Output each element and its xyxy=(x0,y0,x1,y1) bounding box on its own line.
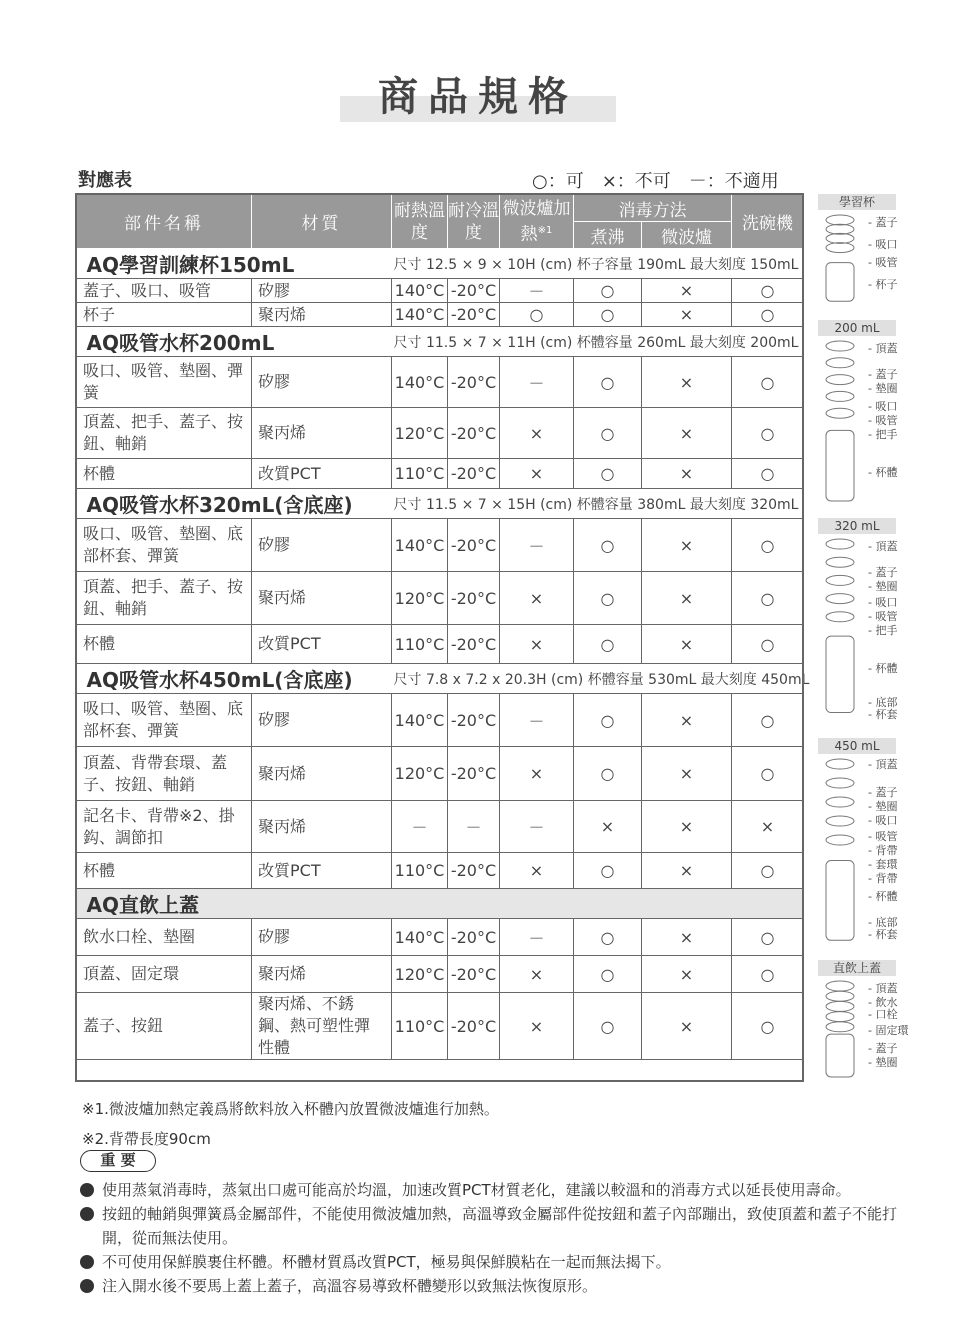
important-list xyxy=(80,1178,900,1298)
microwave-cell: － xyxy=(500,519,574,572)
cold-cell: -20°C xyxy=(448,519,500,572)
cold-cell: -20°C xyxy=(448,572,500,625)
heat-cell: 140°C xyxy=(392,357,448,408)
boil-cell: ○ xyxy=(574,993,642,1060)
section-dimensions: 尺寸 12.5 × 9 × 10H (cm) 杯子容量 190mL 最大刻度 150mL xyxy=(392,249,804,279)
spec-table-body xyxy=(77,249,810,1060)
table-row xyxy=(77,459,804,489)
boil-cell: ○ xyxy=(574,853,642,889)
side-label: - 吸口 xyxy=(868,400,898,413)
micro-disinfect-cell: × xyxy=(642,919,732,956)
header-cold xyxy=(448,195,500,249)
micro-disinfect-cell: × xyxy=(642,408,732,459)
boil-cell: ○ xyxy=(574,303,642,327)
side-label: - 底部 xyxy=(868,696,898,709)
side-label: - 蓋子 xyxy=(868,1042,898,1055)
section-header xyxy=(77,249,804,279)
bullet-3-text: 不可使用保鮮膜裹住杯體。杯體材質爲改質PCT，極易與保鮮膜粘在一起而無法揭下。 xyxy=(102,1253,671,1271)
header-microwave-note: ※1 xyxy=(537,224,553,236)
bullet-3 xyxy=(80,1250,900,1274)
section-dimensions xyxy=(392,889,804,919)
part-cell: 杯體 xyxy=(77,853,252,889)
micro-disinfect-cell: × xyxy=(642,459,732,489)
heat-cell: 140°C xyxy=(392,519,448,572)
section-header xyxy=(77,489,804,519)
important-badge: 重 要 xyxy=(80,1150,156,1172)
cold-cell: -20°C xyxy=(448,747,500,801)
part-cell: 頂蓋、把手、蓋子、按鈕、軸銷 xyxy=(77,572,252,625)
header-boil: 煮沸 xyxy=(574,222,642,249)
side-label: - 頂蓋 xyxy=(868,982,898,995)
side-label: - 套環 xyxy=(868,858,898,871)
part-cell: 杯子 xyxy=(77,303,252,327)
dishwasher-cell: ○ xyxy=(732,357,804,408)
side-label: - 背帶 xyxy=(868,844,898,857)
section-name: AQ吸管水杯450mL(含底座) xyxy=(77,664,392,694)
header-disinfect: 消毒方法 xyxy=(574,195,732,222)
side-label: - 杯套 xyxy=(868,708,898,721)
side-label: - 吸管 xyxy=(868,830,898,843)
table-row xyxy=(77,279,804,303)
table-row xyxy=(77,572,804,625)
microwave-cell: ○ xyxy=(500,303,574,327)
side-header-cup200: 200 mL xyxy=(818,320,896,336)
header-heat-text: 耐熱溫度 xyxy=(394,200,445,243)
section-name: AQ直飲上蓋 xyxy=(77,889,392,919)
boil-cell: ○ xyxy=(574,919,642,956)
table-row xyxy=(77,303,804,327)
cup-diagram-icon xyxy=(818,756,868,946)
microwave-cell: × xyxy=(500,459,574,489)
part-cell: 記名卡、背帶※2、掛鈎、調節扣 xyxy=(77,801,252,853)
dishwasher-cell: ○ xyxy=(732,956,804,993)
bullet-1-text: 使用蒸氣消毒時，蒸氣出口處可能高於均溫，加速改質PCT材質老化，建議以較溫和的消毒方式以延長使用壽命。 xyxy=(102,1181,851,1199)
heat-cell: 120°C xyxy=(392,956,448,993)
side-label: - 墊圈 xyxy=(868,382,898,395)
micro-disinfect-cell: × xyxy=(642,993,732,1060)
header-dishwasher: 洗碗機 xyxy=(732,195,804,249)
header-microwave-text: 微波爐加熱 xyxy=(502,198,571,245)
part-cell: 頂蓋、背帶套環、蓋子、按鈕、軸銷 xyxy=(77,747,252,801)
micro-disinfect-cell: × xyxy=(642,279,732,303)
table-row xyxy=(77,853,804,889)
heat-cell: 110°C xyxy=(392,853,448,889)
microwave-cell: × xyxy=(500,625,574,664)
part-cell: 吸口、吸管、墊圈、底部杯套、彈簧 xyxy=(77,519,252,572)
side-label: - 墊圈 xyxy=(868,800,898,813)
microwave-cell: × xyxy=(500,747,574,801)
microwave-cell: － xyxy=(500,279,574,303)
section-header xyxy=(77,327,804,357)
table-row xyxy=(77,993,804,1060)
header-heat xyxy=(392,195,448,249)
side-label: - 杯體 xyxy=(868,662,898,675)
section-header xyxy=(77,889,804,919)
section-name: AQ吸管水杯200mL xyxy=(77,327,392,357)
material-cell: 聚丙烯 xyxy=(252,801,392,853)
micro-disinfect-cell: × xyxy=(642,357,732,408)
heat-cell: 140°C xyxy=(392,279,448,303)
cold-cell: -20°C xyxy=(448,956,500,993)
material-cell: 改質PCT xyxy=(252,625,392,664)
page-title: 商品規格 xyxy=(378,74,578,120)
side-header-cup150: 學習杯 xyxy=(818,194,896,210)
side-label: - 背帶 xyxy=(868,872,898,885)
boil-cell: ○ xyxy=(574,279,642,303)
microwave-cell: － xyxy=(500,801,574,853)
cold-cell: -20°C xyxy=(448,993,500,1060)
header-material: 材質 xyxy=(252,195,392,249)
boil-cell: ○ xyxy=(574,519,642,572)
micro-disinfect-cell: × xyxy=(642,801,732,853)
cold-cell: -20°C xyxy=(448,303,500,327)
dishwasher-cell: ○ xyxy=(732,459,804,489)
table-row xyxy=(77,408,804,459)
boil-cell: ○ xyxy=(574,956,642,993)
side-label: - 蓋子 xyxy=(868,216,898,229)
side-label: - 杯體 xyxy=(868,890,898,903)
dishwasher-cell: ○ xyxy=(732,408,804,459)
side-label: - 吸口 xyxy=(868,238,898,251)
boil-cell: ○ xyxy=(574,747,642,801)
footnotes xyxy=(82,1094,499,1154)
side-label: - 底部 xyxy=(868,916,898,929)
material-cell: 聚丙烯 xyxy=(252,303,392,327)
micro-disinfect-cell: × xyxy=(642,956,732,993)
part-cell: 杯體 xyxy=(77,459,252,489)
material-cell: 改質PCT xyxy=(252,853,392,889)
microwave-cell: × xyxy=(500,956,574,993)
microwave-cell: × xyxy=(500,853,574,889)
cold-cell: -20°C xyxy=(448,459,500,489)
part-cell: 蓋子、按鈕 xyxy=(77,993,252,1060)
table-row xyxy=(77,956,804,993)
heat-cell: 140°C xyxy=(392,303,448,327)
side-label: - 杯體 xyxy=(868,466,898,479)
dishwasher-cell: ○ xyxy=(732,694,804,747)
table-label: 對應表 xyxy=(78,170,132,191)
material-cell: 矽膠 xyxy=(252,694,392,747)
material-cell: 改質PCT xyxy=(252,459,392,489)
heat-cell: 140°C xyxy=(392,919,448,956)
side-header-cup320: 320 mL xyxy=(818,518,896,534)
header-cold-text: 耐冷溫度 xyxy=(448,200,499,243)
micro-disinfect-cell: × xyxy=(642,519,732,572)
material-cell: 聚丙烯 xyxy=(252,956,392,993)
side-label: - 吸管 xyxy=(868,414,898,427)
heat-cell: 110°C xyxy=(392,459,448,489)
microwave-cell: － xyxy=(500,357,574,408)
side-label: - 杯子 xyxy=(868,278,898,291)
section-dimensions: 尺寸 11.5 × 7 × 15H (cm) 杯體容量 380mL 最大刻度 320mL xyxy=(392,489,804,519)
dishwasher-cell: ○ xyxy=(732,625,804,664)
bullet-4-text: 注入開水後不要馬上蓋上蓋子，高溫容易導致杯體變形以致無法恢復原形。 xyxy=(102,1277,598,1295)
side-label: - 蓋子 xyxy=(868,566,898,579)
cold-cell: -20°C xyxy=(448,357,500,408)
header-microwave xyxy=(500,195,574,249)
dishwasher-cell: ○ xyxy=(732,519,804,572)
side-label: - 墊圈 xyxy=(868,580,898,593)
side-label: - 蓋子 xyxy=(868,368,898,381)
micro-disinfect-cell: × xyxy=(642,303,732,327)
cold-cell: -20°C xyxy=(448,279,500,303)
part-cell: 杯體 xyxy=(77,625,252,664)
side-header-direct: 直飲上蓋 xyxy=(818,960,896,976)
table-row xyxy=(77,747,804,801)
material-cell: 聚丙烯、不銹鋼、熱可塑性彈性體 xyxy=(252,993,392,1060)
bullet-dot-icon xyxy=(80,1207,94,1221)
side-label: - 杯套 xyxy=(868,928,898,941)
side-label: - 飲水 xyxy=(868,996,898,1009)
table-row xyxy=(77,694,804,747)
part-cell: 吸口、吸管、墊圈、彈簧 xyxy=(77,357,252,408)
side-label: - 固定環 xyxy=(868,1024,909,1037)
heat-cell: 120°C xyxy=(392,408,448,459)
boil-cell: ○ xyxy=(574,459,642,489)
side-label: - 吸管 xyxy=(868,610,898,623)
micro-disinfect-cell: × xyxy=(642,625,732,664)
part-cell: 頂蓋、把手、蓋子、按鈕、軸銷 xyxy=(77,408,252,459)
bullet-4 xyxy=(80,1274,900,1298)
side-label: - 把手 xyxy=(868,624,898,637)
table-row xyxy=(77,357,804,408)
heat-cell: 120°C xyxy=(392,572,448,625)
heat-cell: 110°C xyxy=(392,625,448,664)
dishwasher-cell: ○ xyxy=(732,747,804,801)
side-label: - 把手 xyxy=(868,428,898,441)
side-label: - 吸管 xyxy=(868,256,898,269)
page-title-block xyxy=(340,72,616,124)
boil-cell: ○ xyxy=(574,694,642,747)
section-header xyxy=(77,664,804,694)
side-label: - 頂蓋 xyxy=(868,540,898,553)
cold-cell: -20°C xyxy=(448,625,500,664)
boil-cell: × xyxy=(574,801,642,853)
bullet-dot-icon xyxy=(80,1255,94,1269)
side-label: - 頂蓋 xyxy=(868,758,898,771)
side-header-cup450: 450 mL xyxy=(818,738,896,754)
dishwasher-cell: × xyxy=(732,801,804,853)
dishwasher-cell: ○ xyxy=(732,303,804,327)
micro-disinfect-cell: × xyxy=(642,572,732,625)
micro-disinfect-cell: × xyxy=(642,853,732,889)
heat-cell: 110°C xyxy=(392,993,448,1060)
part-cell: 飲水口栓、墊圈 xyxy=(77,919,252,956)
material-cell: 聚丙烯 xyxy=(252,747,392,801)
cup-diagram-icon xyxy=(818,536,868,718)
dishwasher-cell: ○ xyxy=(732,279,804,303)
bullet-dot-icon xyxy=(80,1183,94,1197)
bullet-2 xyxy=(80,1202,900,1250)
microwave-cell: － xyxy=(500,919,574,956)
heat-cell: 120°C xyxy=(392,747,448,801)
header-part: 部件名稱 xyxy=(77,195,252,249)
table-row xyxy=(77,519,804,572)
material-cell: 矽膠 xyxy=(252,279,392,303)
side-label: - 吸口 xyxy=(868,814,898,827)
microwave-cell: － xyxy=(500,694,574,747)
section-name: AQ吸管水杯320mL(含底座) xyxy=(77,489,392,519)
material-cell: 聚丙烯 xyxy=(252,572,392,625)
footnote-1: ※1.微波爐加熱定義爲將飲料放入杯體內放置微波爐進行加熱。 xyxy=(82,1100,499,1118)
footnote-2: ※2.背帶長度90cm xyxy=(82,1130,211,1148)
micro-disinfect-cell: × xyxy=(642,694,732,747)
dishwasher-cell: ○ xyxy=(732,853,804,889)
cold-cell: -20°C xyxy=(448,694,500,747)
boil-cell: ○ xyxy=(574,408,642,459)
part-cell: 頂蓋、固定環 xyxy=(77,956,252,993)
dishwasher-cell: ○ xyxy=(732,572,804,625)
section-dimensions: 尺寸 7.8 x 7.2 x 20.3H (cm) 杯體容量 530mL 最大刻度 450mL xyxy=(392,664,804,694)
cold-cell: -20°C xyxy=(448,408,500,459)
table-row xyxy=(77,919,804,956)
material-cell: 矽膠 xyxy=(252,357,392,408)
cup-diagram-icon xyxy=(818,978,868,1080)
cup-diagram-icon xyxy=(818,338,868,506)
bullet-1 xyxy=(80,1178,900,1202)
cold-cell: -20°C xyxy=(448,919,500,956)
bullet-2-text: 按鈕的軸銷與彈簧爲金屬部件，不能使用微波爐加熱，高溫導致金屬部件從按鈕和蓋子內部蹦出，致使頂蓋和蓋子不能打開，從而無法使用。 xyxy=(102,1205,898,1247)
section-dimensions: 尺寸 11.5 × 7 × 11H (cm) 杯體容量 260mL 最大刻度 200mL xyxy=(392,327,804,357)
micro-disinfect-cell: × xyxy=(642,747,732,801)
material-cell: 矽膠 xyxy=(252,919,392,956)
cold-cell: -20°C xyxy=(448,853,500,889)
microwave-cell: × xyxy=(500,408,574,459)
bullet-dot-icon xyxy=(80,1279,94,1293)
table-row xyxy=(77,801,804,853)
dishwasher-cell: ○ xyxy=(732,919,804,956)
header-micro-disinfect: 微波爐 xyxy=(642,222,732,249)
side-label: - 吸口 xyxy=(868,596,898,609)
boil-cell: ○ xyxy=(574,572,642,625)
material-cell: 矽膠 xyxy=(252,519,392,572)
side-label: - 墊圈 xyxy=(868,1056,898,1069)
side-label: - 蓋子 xyxy=(868,786,898,799)
legend: ○：可 ×：不可 －：不適用 xyxy=(532,171,779,192)
cold-cell: － xyxy=(448,801,500,853)
boil-cell: ○ xyxy=(574,625,642,664)
part-cell: 吸口、吸管、墊圈、底部杯套、彈簧 xyxy=(77,694,252,747)
spec-table xyxy=(76,194,810,1060)
dishwasher-cell: ○ xyxy=(732,993,804,1060)
table-row xyxy=(77,625,804,664)
microwave-cell: × xyxy=(500,993,574,1060)
side-label: - 口栓 xyxy=(868,1008,898,1021)
side-label: - 頂蓋 xyxy=(868,342,898,355)
material-cell: 聚丙烯 xyxy=(252,408,392,459)
cup-diagram-icon xyxy=(818,212,868,304)
heat-cell: 140°C xyxy=(392,694,448,747)
microwave-cell: × xyxy=(500,572,574,625)
part-cell: 蓋子、吸口、吸管 xyxy=(77,279,252,303)
heat-cell: － xyxy=(392,801,448,853)
section-name: AQ學習訓練杯150mL xyxy=(77,249,392,279)
boil-cell: ○ xyxy=(574,357,642,408)
